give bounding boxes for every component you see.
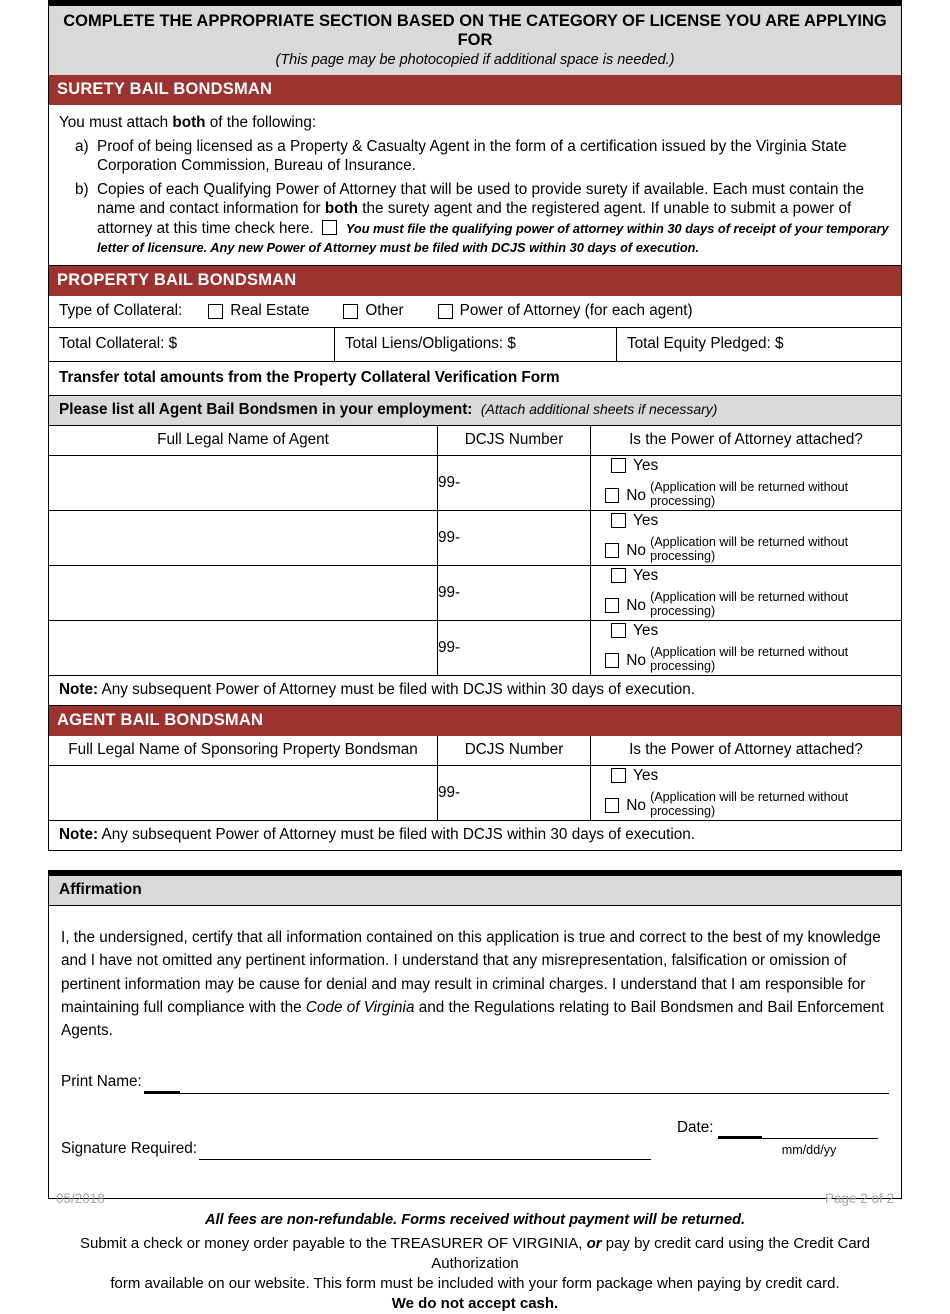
yes-checkbox[interactable] [611,623,626,638]
signature-input[interactable] [199,1146,651,1160]
agent-poa-cell-1 [591,456,902,511]
page-title-box [48,6,902,75]
agent-poa-yes-4[interactable] [591,622,901,639]
yes-checkbox[interactable] [611,513,626,528]
th-sponsoring-property-bondsman: Full Legal Name of Sponsoring Property Bondsman [49,736,438,766]
table-row [49,511,902,566]
section-header-surety: SURETY BAIL BONDSMAN [48,75,902,105]
surety-lead [59,113,891,133]
th-dcjs-number: DCJS Number [438,426,591,456]
agent-name-input-3[interactable] [49,566,438,621]
date-label: Date: [677,1118,714,1136]
no-label: No [626,796,647,814]
sponsor-poa-no[interactable] [591,791,901,819]
collateral-option-real-estate[interactable] [208,302,309,320]
agent-poa-no-3[interactable] [591,591,901,619]
fees-line-2b: pay by credit card using the Credit Card Authorization [431,1235,871,1273]
agent-sponsor-table-header [49,736,902,766]
total-liens-label: Total Liens/Obligations: $ [345,335,516,353]
agent-dcjs-input-3[interactable]: 99- [438,566,591,621]
no-checkbox[interactable] [605,598,619,613]
surety-item-b-text [97,180,891,258]
section-header-agent: AGENT BAIL BONDSMAN [48,706,902,736]
yes-label: Yes [633,512,659,530]
please-list-row [48,396,902,426]
agent-poa-no-4[interactable] [591,646,901,674]
fees-line-3: form available on our website. This form must be included with your form package when paying by credit card. [110,1275,840,1293]
surety-item-a-marker: a) [75,137,89,155]
affirmation-header: Affirmation [48,876,902,906]
table-row [49,621,902,676]
date-block [677,1116,889,1160]
surety-body [48,105,902,266]
yes-label: Yes [633,567,659,585]
no-paren: (Application will be returned without processing) [650,480,849,509]
yes-checkbox[interactable] [611,568,626,583]
total-equity-field[interactable] [617,328,901,361]
th-full-legal-name-of-agent: Full Legal Name of Agent [49,426,438,456]
agent-poa-cell-4 [591,621,902,676]
property-note-row [48,676,902,706]
total-collateral-label: Total Collateral: $ [59,335,178,353]
surety-item-b-text-1: Copies of each Qualifying Power of Attorney that will be used to provide surety if available. Each must contain the name and contact information for [97,180,864,218]
agent-name-input-1[interactable] [49,456,438,511]
yes-checkbox[interactable] [611,768,626,783]
collateral-option-power-of-attorney[interactable] [438,302,693,320]
surety-poa-unavailable-checkbox[interactable] [322,220,337,235]
no-paren: (Application will be returned without processing) [650,590,849,619]
fees-line-2 [48,1234,902,1274]
property-note-bold: Note: [59,681,99,699]
totals-row [48,328,902,362]
surety-item-b-note: You must file the qualifying power of attorney within 30 days of receipt of your temporary letter of licensure. Any new Power of Attorney must be filed with DCJS within 30 days of execution. [97,220,889,256]
no-label: No [626,651,647,669]
no-checkbox[interactable] [605,798,619,813]
yes-checkbox[interactable] [611,458,626,473]
affirmation-code-of-virginia: Code of Virginia [305,998,415,1016]
page-footer [56,1191,894,1206]
total-equity-label: Total Equity Pledged: $ [627,335,784,353]
surety-item-b [59,180,891,258]
no-checkbox[interactable] [605,543,619,558]
yes-label: Yes [633,457,659,475]
no-label: No [626,596,647,614]
date-format-hint: mm/dd/yy [781,1142,837,1157]
total-collateral-field[interactable] [49,328,335,361]
agent-dcjs-input-1[interactable]: 99- [438,456,591,511]
date-row [677,1116,889,1139]
section-header-property: PROPERTY BAIL BONDSMAN [48,266,902,296]
no-label: No [626,541,647,559]
sponsor-poa-cell [591,766,902,821]
surety-item-b-text-2: the surety agent and the registered agent. If unable to submit a power of attorney at this time check here. [97,200,852,237]
th-agent-dcjs-number: DCJS Number [438,736,591,766]
fees-notice [48,1211,902,1314]
no-checkbox[interactable] [605,653,619,668]
please-list-bold: Please list all Agent Bail Bondsmen in your employment: [59,401,473,419]
surety-item-b-bold: both [324,200,359,218]
agent-note-text: Any subsequent Power of Attorney must be filed with DCJS within 30 days of execution. [98,826,695,844]
form-page [48,0,902,1313]
fees-line-1: All fees are non-refundable. Forms received without payment will be returned. [204,1211,746,1228]
agent-dcjs-input-4[interactable]: 99- [438,621,591,676]
table-row [49,566,902,621]
property-agents-table [48,426,902,676]
no-paren: (Application will be returned without processing) [650,645,849,674]
fees-line-4: We do not accept cash. [391,1295,559,1313]
no-paren: (Application will be returned without processing) [650,790,849,819]
agent-name-input-4[interactable] [49,621,438,676]
yes-label: Yes [633,622,659,640]
no-checkbox[interactable] [605,488,619,503]
fees-line-2a: Submit a check or money order payable to the TREASURER OF VIRGINIA, [79,1235,587,1253]
affirmation-section [48,870,902,1199]
table-row [49,456,902,511]
agent-dcjs-input-2[interactable]: 99- [438,511,591,566]
total-liens-field[interactable] [335,328,617,361]
agent-poa-yes-1[interactable] [591,457,901,474]
affirmation-text-1: I, the undersigned, certify that all information contained on this application is true and correct to the best of my knowledge and I have not omitted any pertinent information. I understand that any misrepresentation, falsification or omission of pertinent information may be cause for denial and may result in criminal charges. I understand that I am responsible for maintaining full compliance with the [61,929,881,1016]
surety-item-b-marker: b) [75,180,89,198]
collateral-option-real-estate-label: Real Estate [230,302,310,320]
collateral-type-label: Type of Collateral: [59,302,183,320]
sponsor-name-input[interactable] [49,766,438,821]
collateral-option-other[interactable] [343,302,403,320]
sponsor-dcjs-input[interactable]: 99- [438,766,591,821]
agent-poa-yes-2[interactable] [591,512,901,529]
collateral-option-other-label: Other [365,302,404,320]
agent-poa-cell-2 [591,511,902,566]
agent-poa-yes-3[interactable] [591,567,901,584]
agent-poa-no-2[interactable] [591,536,901,564]
sponsor-poa-yes[interactable] [591,767,901,784]
signature-area [61,1070,889,1160]
signature-row [61,1116,889,1160]
signature-label: Signature Required: [61,1139,198,1157]
date-input[interactable] [718,1125,878,1139]
yes-label: Yes [633,767,659,785]
footer-revision-date: 05/2018 [56,1191,105,1206]
collateral-option-power-of-attorney-label: Power of Attorney (for each agent) [459,302,693,320]
no-paren: (Application will be returned without processing) [650,535,849,564]
surety-item-a-text: Proof of being licensed as a Property & Casualty Agent in the form of a certification issued by the Virginia State Corporation Commission, Bureau of Insurance. [97,137,847,175]
surety-lead-text: You must attach [59,114,173,131]
no-label: No [626,486,647,504]
affirmation-body [48,906,902,1199]
page-title: COMPLETE THE APPROPRIATE SECTION BASED ON THE CATEGORY OF LICENSE YOU ARE APPLYING FOR [63,12,887,49]
print-name-row [61,1070,889,1093]
transfer-note-row: Transfer total amounts from the Property Collateral Verification Form [48,362,902,396]
surety-lead-tail: of the following: [205,114,317,131]
agent-note-bold: Note: [59,826,99,844]
th-is-poa-attached: Is the Power of Attorney attached? [591,426,902,456]
page-subtitle: (This page may be photocopied if additional space is needed.) [275,52,675,68]
other-checkbox[interactable] [343,304,358,319]
please-list-italic: (Attach additional sheets if necessary) [480,401,718,418]
affirmation-text-2: and the Regulations relating to Bail Bondsmen and Bail Enforcement Agents. [61,998,884,1040]
power-of-attorney-checkbox[interactable] [438,304,453,319]
fees-line-2-or: or [586,1235,602,1253]
print-name-input[interactable] [144,1080,889,1094]
surety-lead-bold: both [172,114,206,131]
surety-item-a [59,137,891,176]
property-note-text: Any subsequent Power of Attorney must be filed with DCJS within 30 days of execution. [98,681,695,699]
collateral-type-row [48,296,902,328]
agent-note-row [48,821,902,851]
fees-body [48,1234,902,1314]
agent-sponsor-table [48,736,902,821]
table-row [49,766,902,821]
real-estate-checkbox[interactable] [208,304,223,319]
agent-poa-no-1[interactable] [591,481,901,509]
agent-poa-cell-3 [591,566,902,621]
print-name-label: Print Name: [61,1073,142,1091]
property-agents-table-header [49,426,902,456]
th-agent-is-poa-attached: Is the Power of Attorney attached? [591,736,902,766]
footer-page-number: Page 2 of 2 [824,1191,894,1206]
affirmation-text [61,926,889,1042]
agent-name-input-2[interactable] [49,511,438,566]
